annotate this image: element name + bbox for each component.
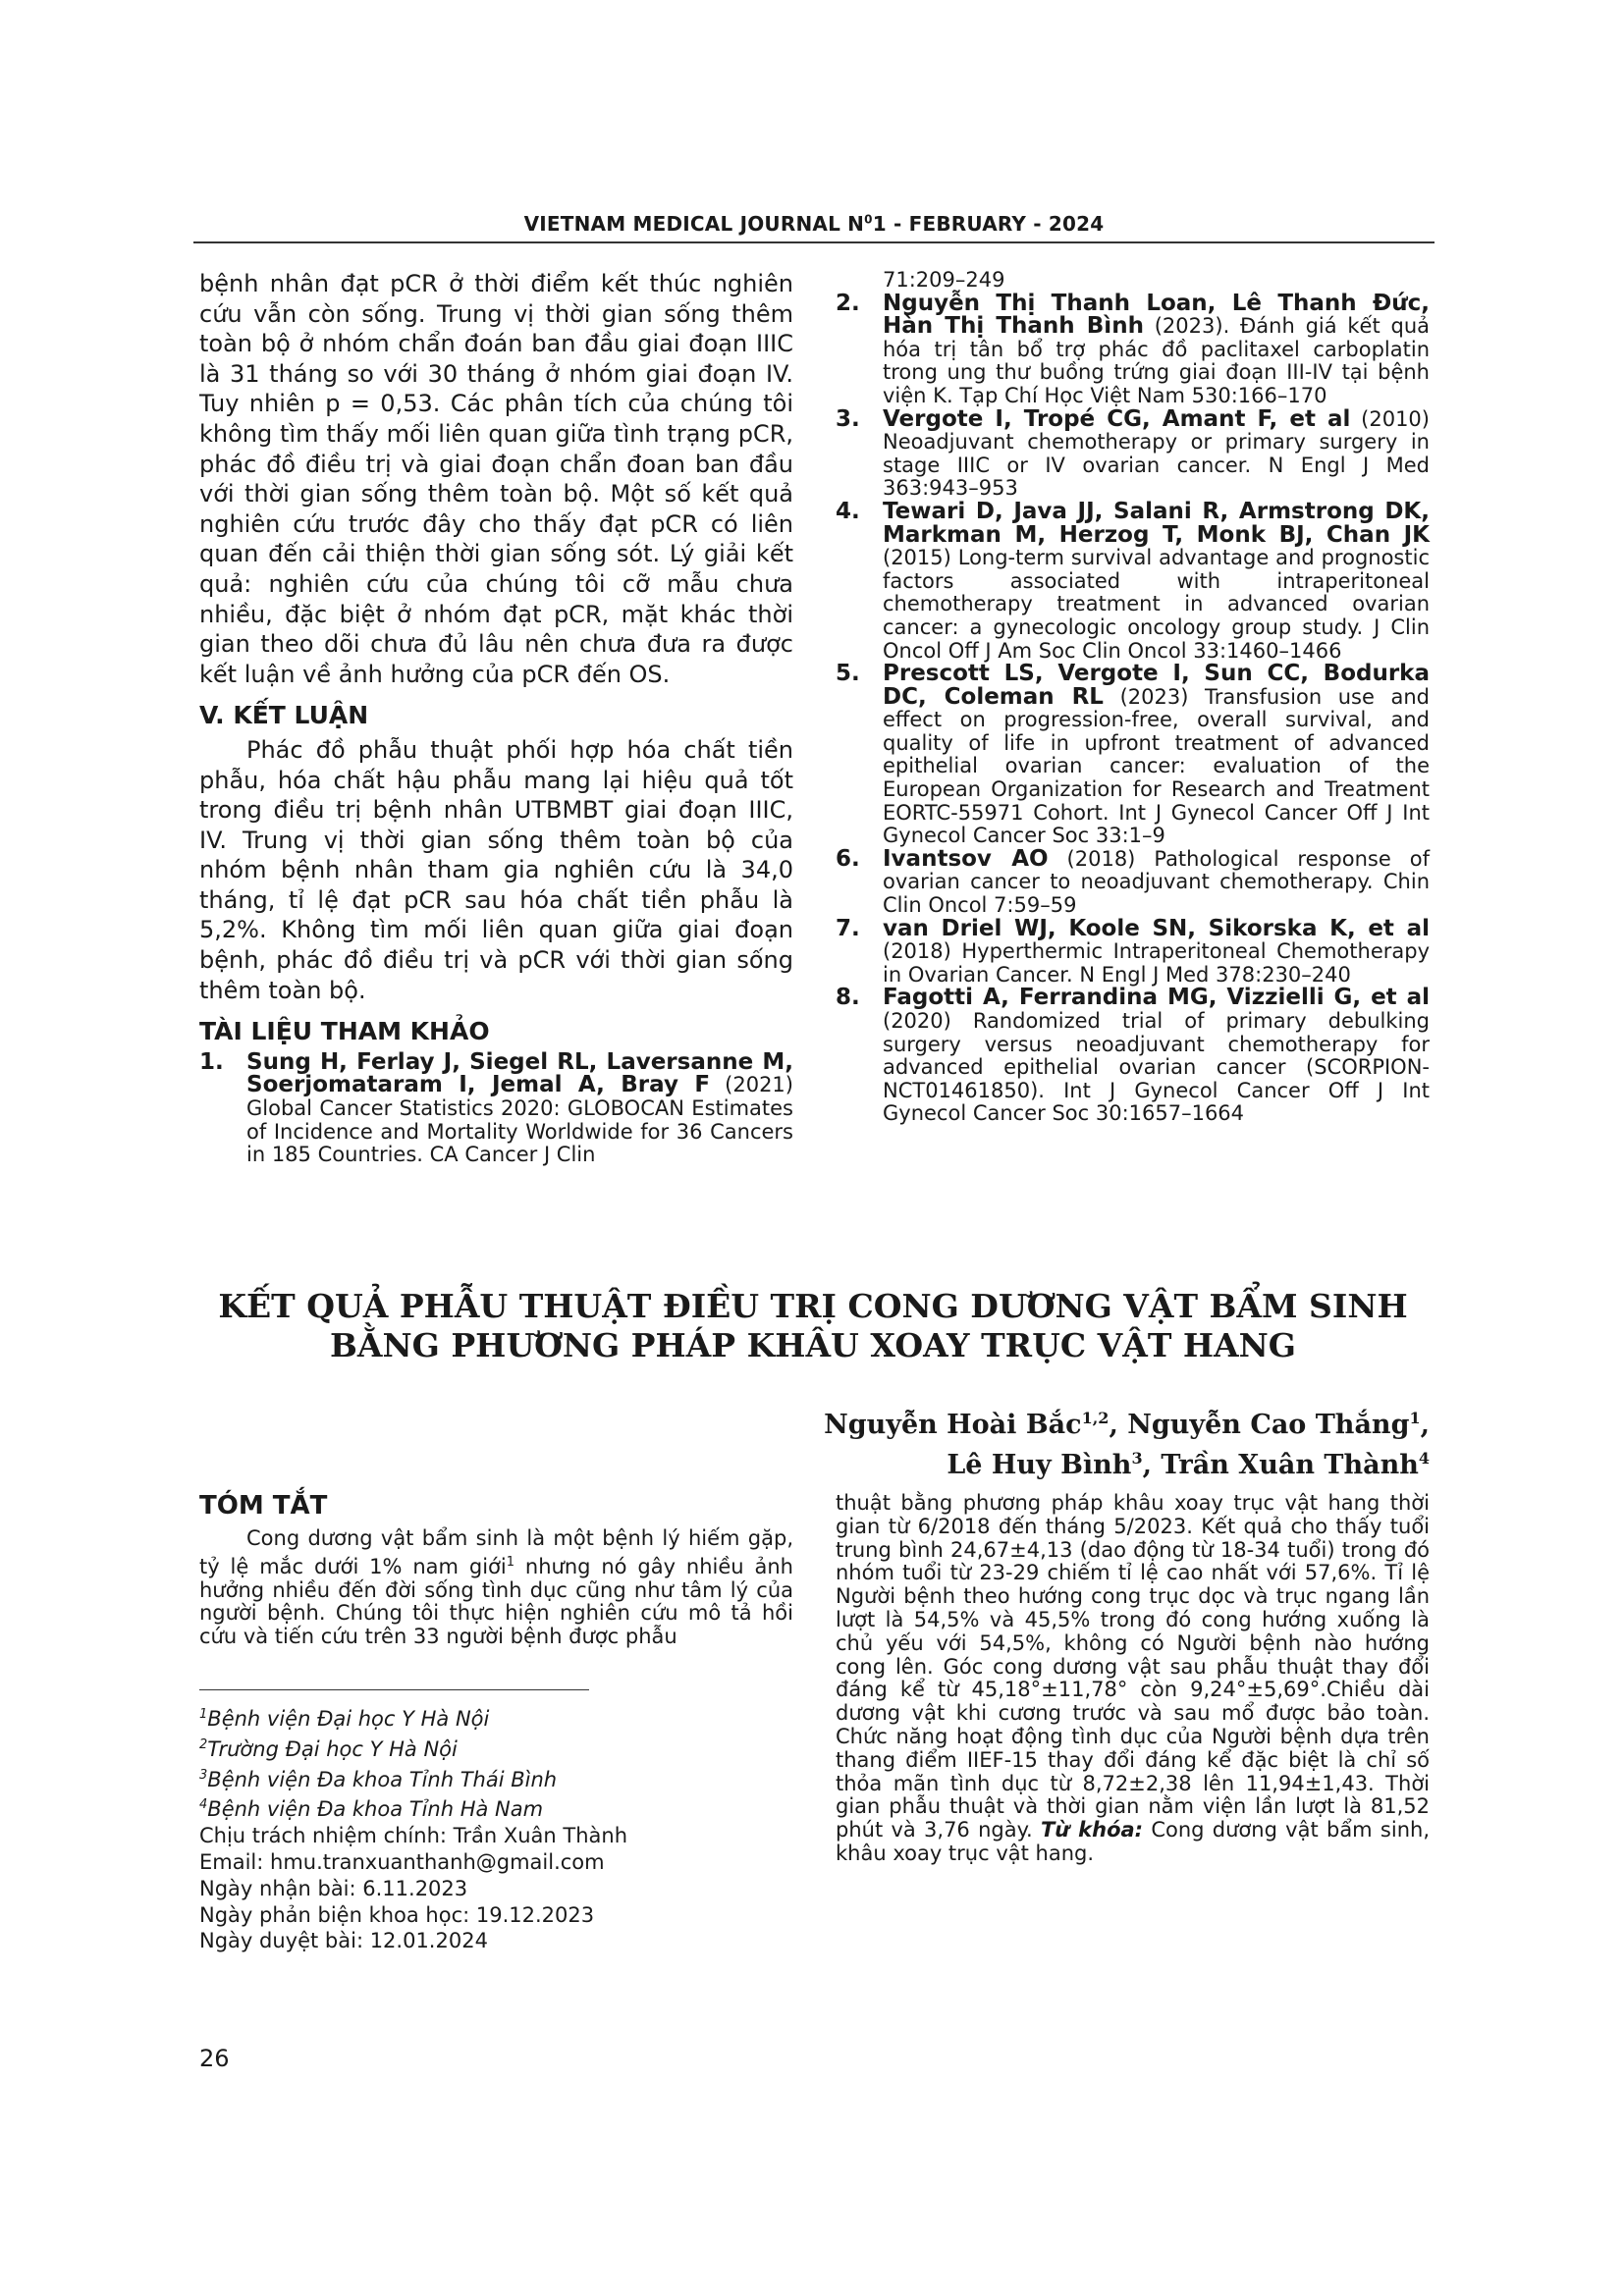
journal-header xyxy=(193,212,1435,236)
author-name: , Trần Xuân Thành xyxy=(1142,1450,1419,1480)
date-approved: Ngày duyệt bài: 12.01.2024 xyxy=(199,1929,488,1953)
affiliation-footnote xyxy=(199,1702,793,1733)
reference-authors: Nguyễn Thị Thanh Loan, Lê Thanh Đức, Hàn Thị Thanh Bình xyxy=(883,290,1430,340)
reference-item xyxy=(836,987,1430,1126)
citation-marker: 1 xyxy=(506,1554,515,1570)
reference-authors: Vergote I, Tropé CG, Amant F, et al xyxy=(883,405,1351,432)
reference-number: 5. xyxy=(836,661,860,687)
author-affiliation-marker: 3 xyxy=(1131,1449,1143,1468)
affiliation-text: Bệnh viện Đa khoa Tỉnh Hà Nam xyxy=(207,1797,544,1822)
article-title xyxy=(196,1287,1430,1365)
header-rule xyxy=(193,241,1435,243)
footnote-rule xyxy=(199,1689,589,1690)
reference-list-left xyxy=(199,1048,793,1167)
reference-item xyxy=(836,663,1430,848)
reference-number: 8. xyxy=(836,985,860,1011)
references-heading: TÀI LIỆU THAM KHẢO xyxy=(199,1017,490,1046)
conclusion-heading: V. KẾT LUẬN xyxy=(199,701,369,730)
reference-text: (2015) Long-term survival advantage and prognostic factors associated with intraperitoneal chemotherapy treatment in advanced ovarian cancer: a gynecologic oncology group study. J Clin Oncol Off J Am Soc Clin Oncol 33:1460–1466 xyxy=(883,546,1430,663)
reference-item xyxy=(199,1048,793,1167)
author-name: Nguyễn Hoài Bắc xyxy=(824,1410,1082,1440)
affiliation-marker: 4 xyxy=(199,1797,208,1813)
article-title-line-1: KẾT QUẢ PHẪU THUẬT ĐIỀU TRỊ CONG DƯƠNG VẬT BẨM SINH xyxy=(218,1287,1408,1325)
author-affiliation-marker: 4 xyxy=(1418,1449,1430,1468)
affiliation-marker: 3 xyxy=(199,1767,208,1783)
reference-list-right xyxy=(836,290,1431,1126)
affiliation-text: Bệnh viện Đại học Y Hà Nội xyxy=(207,1707,490,1731)
abstract-text-part-1: Cong dương vật bẩm sinh là một bệnh lý hiếm gặp, tỷ lệ mắc dưới 1% nam giới xyxy=(199,1526,793,1578)
date-received: Ngày nhận bài: 6.11.2023 xyxy=(199,1876,468,1900)
conclusion-paragraph: Phác đồ phẫu thuật phối hợp hóa chất tiền phẫu, hóa chất hậu phẫu mang lại hiệu quả tốt trong điều trị bệnh nhân UTBMBT giai đoạn IIIC, IV. Trung vị thời gian sống thêm toàn bộ của nhóm bệnh nhân tham gia nghiên cứu là 34,0 tháng, tỉ lệ đạt pCR sau hóa chất tiền phẫu là 5,2%. Không tìm mối liên quan giữa giai đoạn bệnh, phác đồ điều trị và pCR với thời gian sống thêm toàn bộ. xyxy=(199,735,793,1004)
discussion-paragraph: bệnh nhân đạt pCR ở thời điểm kết thúc nghiên cứu vẫn còn sống. Trung vị thời gian sống thêm toàn bộ ở nhóm chẩn đoán ban đầu giai đoạn IIIC là 31 tháng so với 30 tháng ở nhóm giai đoạn IV. Tuy nhiên p = 0,53. Các phân tích của chúng tôi không tìm thấy mối liên quan giữa tình trạng pCR, phác đồ điều trị và giai đoạn chẩn đoan ban đầu với thời gian sống thêm toàn bộ. Một số kết quả nghiên cứu trước đây cho thấy đạt pCR có liên quan đến cải thiện thời gian sống sót. Lý giải kết quả: nghiên cứu của chúng tôi cỡ mẫu chưa nhiều, đặc biệt ở nhóm đạt pCR, mặt khác thời gian theo dõi chưa đủ lâu nên chưa đưa ra được kết luận về ảnh hưởng của pCR đến OS. xyxy=(199,270,793,688)
abstract-heading: TÓM TẮT xyxy=(199,1491,328,1521)
reference-authors: Sung H, Ferlay J, Siegel RL, Laversanne M, Soerjomataram I, Jemal A, Bray F xyxy=(246,1048,793,1098)
author-name: Lê Huy Bình xyxy=(947,1450,1132,1480)
reference-number: 7. xyxy=(836,915,860,941)
journal-header-superscript: 0 xyxy=(864,212,873,227)
reference-item xyxy=(836,290,1431,408)
reference-text: (2020) Randomized trial of primary debulking surgery versus neoadjuvant chemotherapy for advanced epithelial ovarian cancer (SCORPION-NCT01461850). Int J Gynecol Cancer Off J Int Gynecol Cancer Soc 30:1657–1664 xyxy=(883,1009,1430,1126)
reference-authors: Ivantsov AO xyxy=(883,845,1049,872)
journal-header-prefix: VIETNAM MEDICAL JOURNAL N xyxy=(523,212,865,236)
reference-item xyxy=(836,845,1430,918)
reference-item xyxy=(836,915,1430,988)
author-affiliation-marker: 1,2 xyxy=(1081,1409,1110,1427)
affiliation-footnote xyxy=(199,1792,793,1823)
reference-item xyxy=(836,405,1430,501)
corresponding-email: Email: hmu.tranxuanthanh@gmail.com xyxy=(199,1849,605,1874)
reference-text: (2023). Đánh giá kết quả hóa trị tân bổ trợ phác đồ paclitaxel carboplatin trong ung thư buồng trứng giai đoạn III-IV tại bệnh viện K. Tạp Chí Học Việt Nam 530:166–170 xyxy=(883,314,1431,407)
reference-text: (2023) Transfusion use and effect on progression-free, overall survival, and quality of life in upfront treatment of advanced epithelial ovarian cancer: evaluation of the European Organization for Research and Treatment EORTC-55971 Cohort. Int J Gynecol Cancer Off J Int Gynecol Cancer Soc 33:1–9 xyxy=(883,684,1430,848)
author-name: , Nguyễn Cao Thắng xyxy=(1109,1410,1410,1440)
keywords-label: Từ khóa: xyxy=(1040,1818,1144,1842)
affiliation-footnote xyxy=(199,1763,793,1793)
abstract-text-continued: thuật bằng phương pháp khâu xoay trục vật hang thời gian từ 6/2018 đến tháng 5/2023. Kết quả cho thấy tuổi trung bình 24,67±4,13 (dao động từ 18-34 tuổi) trong đó nhóm tuổi từ 23-29 chiếm tỉ lệ cao nhất với 57,6%. Tỉ lệ Người bệnh theo hướng cong trục dọc và trục ngang lần lượt là 54,5% và 45,5% trong đó cong hướng xuống là chủ yếu với 54,5%, không có Người bệnh nào hướng cong lên. Góc cong dương vật sau phẫu thuật thay đổi đáng kể từ 45,18°±11,78° còn 9,24°±5,69°.Chiều dài dương vật khi cương trước và sau mổ được bảo toàn. Chức năng hoạt động tình dục của Người bệnh dựa trên thang điểm IIEF-15 thay đổi đáng kể đặc biệt là chỉ số thỏa mãn tình dục từ 8,72±2,38 lên 11,94±1,43. Thời gian phẫu thuật và thời gian nằm viện lần lượt là 81,52 phút và 3,76 ngày. xyxy=(836,1491,1430,1842)
reference-continuation: 71:209–249 xyxy=(883,268,1005,292)
affiliation-footnote xyxy=(199,1733,793,1763)
journal-header-suffix: 1 - FEBRUARY - 2024 xyxy=(872,212,1105,236)
reference-authors: Fagotti A, Ferrandina MG, Vizzielli G, et al xyxy=(883,985,1430,1011)
affiliation-text: Trường Đại học Y Hà Nội xyxy=(207,1736,458,1761)
author-separator: , xyxy=(1420,1410,1430,1440)
keywords-text: Cong dương vật bẩm sinh, khâu xoay trục vật hang. xyxy=(836,1818,1430,1865)
reference-number: 6. xyxy=(836,845,860,872)
article-title-line-2: BẰNG PHƯƠNG PHÁP KHÂU XOAY TRỤC VẬT HANG xyxy=(330,1326,1296,1364)
authors-line-2 xyxy=(687,1442,1430,1482)
reference-text: (2018) Hyperthermic Intraperitoneal Chemotherapy in Ovarian Cancer. N Engl J Med 378:230–240 xyxy=(883,939,1430,987)
corresponding-author: Chịu trách nhiệm chính: Trần Xuân Thành xyxy=(199,1824,628,1848)
reference-authors: van Driel WJ, Koole SN, Sikorska K, et al xyxy=(883,915,1430,941)
reference-text: (2021) Global Cancer Statistics 2020: GLOBOCAN Estimates of Incidence and Mortality Worldwide for 36 Cancers in 185 Countries. CA Cancer J Clin xyxy=(246,1073,793,1167)
reference-authors: Tewari D, Java JJ, Salani R, Armstrong DK, Markman M, Herzog T, Monk BJ, Chan JK xyxy=(883,498,1430,548)
right-column xyxy=(836,269,1430,1126)
authors-line-1 xyxy=(687,1402,1430,1442)
left-column xyxy=(199,269,793,1167)
reference-number: 2. xyxy=(836,290,860,316)
reference-number: 4. xyxy=(836,498,860,524)
abstract-right-text xyxy=(836,1492,1430,1866)
reference-item xyxy=(836,498,1430,663)
reference-authors: Prescott LS, Vergote I, Sun CC, Bodurka DC, Coleman RL xyxy=(883,661,1430,710)
affiliation-marker: 2 xyxy=(199,1736,208,1752)
reference-number: 3. xyxy=(836,405,860,432)
reference-text: (2010) Neoadjuvant chemotherapy or primary surgery in stage IIIC or IV ovarian cancer. N Engl J Med 363:943–953 xyxy=(883,406,1430,501)
reference-text: (2018) Pathological response of ovarian cancer to neoadjuvant chemotherapy. Chin Clin Oncol 7:59–59 xyxy=(883,846,1430,918)
date-reviewed: Ngày phản biện khoa học: 19.12.2023 xyxy=(199,1902,595,1927)
footnotes xyxy=(199,1702,793,1954)
affiliation-text: Bệnh viện Đa khoa Tỉnh Thái Bình xyxy=(207,1767,558,1791)
reference-number: 1. xyxy=(199,1048,224,1075)
affiliation-marker: 1 xyxy=(199,1707,208,1722)
author-affiliation-marker: 1 xyxy=(1409,1409,1421,1427)
page-number: 26 xyxy=(199,2045,230,2072)
article-authors xyxy=(687,1402,1430,1482)
abstract-left-text xyxy=(199,1527,793,1649)
abstract-text-part-2: nhưng nó gây nhiều ảnh hưởng nhiều đến đời sống tình dục cũng như tâm lý của người bệnh. Chúng tôi thực hiện nghiên cứu mô tả hồi cứu và tiến cứu trên 33 người bệnh được phẫu xyxy=(199,1554,793,1649)
